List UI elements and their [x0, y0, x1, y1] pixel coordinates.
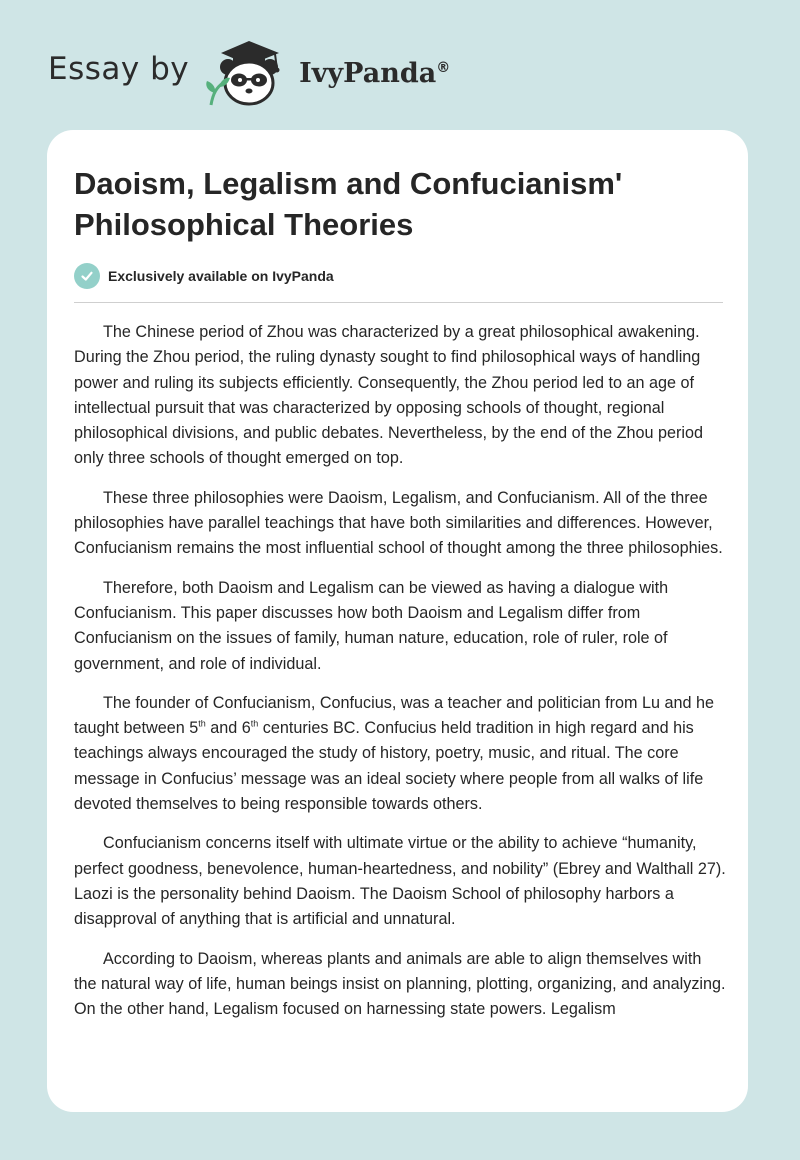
- paragraph-6: According to Daoism, whereas plants and animals are able to align themselves with the natural way of life, human beings insist on planning, plotting, organizing, and analyzing. On the other hand, Legalism focused on harnessing state powers. Legalism: [74, 949, 726, 1019]
- paragraph-1: The Chinese period of Zhou was characterized by a great philosophical awakening. During the Zhou period, the ruling dynasty sought to find philosophical ways of handling power and ruling its subjects efficiently. Consequently, the Zhou period led to an age of intellectual pursuit that was characterized by opposing schools of thought, regional philosophical divisions, and public debates. Nevertheless, by the end of the Zhou period only three schools of thought emerged on top.: [74, 323, 704, 468]
- brand-logo[interactable]: [48, 36, 450, 106]
- divider: [74, 302, 723, 303]
- checkmark-icon: [74, 263, 100, 289]
- panda-mascot-icon: [203, 35, 295, 107]
- brand-name: IvyPanda®: [299, 57, 451, 89]
- essay-title: Daoism, Legalism and Confucianism' Philosophical Theories: [74, 166, 623, 242]
- brand-prefix: Essay by: [48, 51, 190, 87]
- paragraph-4: The founder of Confucianism, Confucius, was a teacher and politician from Lu and he taught between 5th and 6th centuries BC. Confucius held tradition in high regard and his teachings always encouraged the study of history, poetry, music, and ritual. The core message in Confucius’ message was an ideal society where people from all walks of life devoted themselves to being responsible towards others.: [74, 693, 714, 814]
- paragraph-3: Therefore, both Daoism and Legalism can be viewed as having a dialogue with Confucianism. This paper discusses how both Daoism and Legalism differ from Confucianism on the issues of family, human nature, education, role of ruler, role of government, and role of individual.: [74, 578, 669, 673]
- paragraph-5: Confucianism concerns itself with ultimate virtue or the ability to achieve “humanity, perfect goodness, benevolence, human-heartedness, and nobility” (Ebrey and Walthall 27). Laozi is the personality behind Daoism. The Daoism School of philosophy harbors a disapproval of anything that is artificial and unnatural.: [74, 834, 726, 929]
- availability-badge: [74, 263, 334, 289]
- paragraph-2: These three philosophies were Daoism, Legalism, and Confucianism. All of the three philosophies have parallel teachings that have both similarities and differences. However, Confucianism remains the most influential school of thought among the three philosophies.: [74, 488, 723, 558]
- essay-card: [47, 130, 748, 1112]
- availability-text: Exclusively available on IvyPanda: [108, 268, 334, 284]
- essay-body: [74, 320, 726, 1036]
